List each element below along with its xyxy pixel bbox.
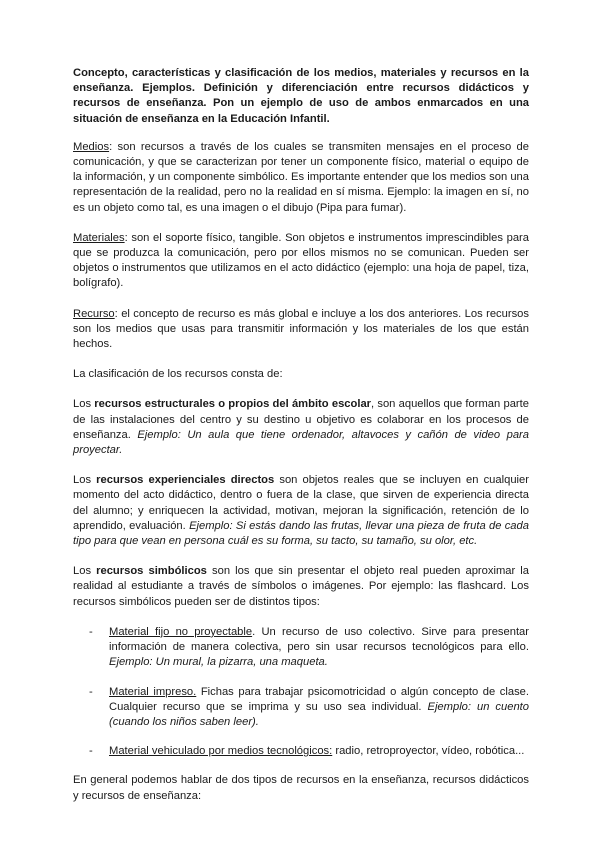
paragraph-materiales <box>73 231 529 292</box>
type-example: Ejemplo: un cuento (cuando los niños saben leer). <box>109 700 530 728</box>
type-term: Material fijo no proyectable <box>109 625 253 638</box>
example-estructurales: Ejemplo: Un aula que tiene ordenador, altavoces y cañón de video para proyectar. <box>73 428 529 457</box>
paragraph-experienciales <box>73 473 529 549</box>
classification-intro: La clasificación de los recursos consta de: <box>73 368 283 381</box>
paragraph-recurso <box>73 307 529 353</box>
term-recurso: Recurso <box>73 307 115 320</box>
definition-medios: : son recursos a través de los cuales se transmiten mensajes en el proceso de comunicación, y que se caracterizan por tener un componente físico, material o equipo de la información, y un componente simbólico. Es importante entender que los medios son una representación de la realidad, pero no la realidad en sí misma. Ejemplo: la imagen en sí, no es un objeto como tal, es una imagen o el dibujo (Pipa para fumar). <box>73 140 529 214</box>
dash-bullet: - <box>89 685 93 698</box>
text-prefix: Los <box>73 398 95 411</box>
definition-estructurales: , son aquellos que forman parte de las instalaciones del centro y su destino u objetivo es colaborar en los procesos de enseñanza. <box>73 398 529 441</box>
term-experienciales: recursos experienciales directos <box>96 474 275 487</box>
list-item <box>73 744 529 759</box>
document-title: Concepto, características y clasificación de los medios, materiales y recursos en la enseñanza. Ejemplos. Definición y diferenciación entre recursos didácticos y recursos de enseñanza. Pon un ejemplo de uso de ambos enmarcados en una situación de enseñanza en la Educación Infantil. <box>73 67 529 125</box>
text-prefix: Los <box>73 474 97 487</box>
definition-simbolicos: son los que sin presentar el objeto real pueden aproximar la realidad al estudiante a través de símbolos o imágenes. Por ejemplo: las flashcard. Los recursos simbólicos pueden ser de distintos tipos: <box>73 565 529 608</box>
type-description: radio, retroproyector, vídeo, robótica... <box>332 745 525 758</box>
term-materiales: Materiales <box>73 231 125 244</box>
type-description: Fichas para trabajar psicomotricidad o algún concepto de clase. Cualquier recurso que se imprima y su uso sea individual. <box>109 685 529 713</box>
term-simbolicos: recursos simbólicos <box>96 565 207 578</box>
list-item <box>73 625 529 671</box>
definition-materiales: : son el soporte físico, tangible. Son objetos e instrumentos imprescindibles para que se produzca la comunicación, pero por ellos mismos no se comunican. Pueden ser objetos o instrumentos que utilizamos en el acto didáctico (ejemplo: una hoja de papel, tiza, bolígrafo). <box>73 231 529 290</box>
type-term: Material vehiculado por medios tecnológicos: <box>109 745 333 758</box>
dash-bullet: - <box>89 745 93 758</box>
paragraph-simbolicos <box>73 564 529 610</box>
definition-recurso: : el concepto de recurso es más global e incluye a los dos anteriores. Los recursos son los medios que usas para transmitir información y los materiales de los que están hechos. <box>73 307 529 351</box>
term-medios: Medios <box>73 140 110 153</box>
list-item <box>73 685 529 731</box>
symbolic-types-list <box>73 625 529 759</box>
definition-experienciales: son objetos reales que se incluyen en cualquier momento del acto didáctico, dentro o fuera de la clase, que sirven de experiencia directa del alumno; y enriquecen la actividad, motivan, mejoran la significación, retención de lo aprendido, evaluación. <box>73 474 529 532</box>
example-experienciales: Ejemplo: Si estás dando las frutas, llevar una pieza de fruta de cada tipo para que vean en persona cuál es su forma, su tacto, su tamaño, su olor, etc. <box>73 519 529 548</box>
type-example: Ejemplo: Un mural, la pizarra, una maqueta. <box>109 656 328 669</box>
term-estructurales: recursos estructurales o propios del ámbito escolar <box>94 398 372 411</box>
text-prefix: Los <box>73 565 97 578</box>
paragraph-medios <box>73 140 529 216</box>
type-description: . Un recurso de uso colectivo. Sirve para presentar información de manera colectiva, pero sin usar recursos tecnológicos para ello. <box>109 625 530 654</box>
paragraph-estructurales <box>73 397 529 458</box>
dash-bullet: - <box>89 625 93 638</box>
type-term: Material impreso. <box>109 685 197 698</box>
closing-paragraph: En general podemos hablar de dos tipos de recursos en la enseñanza, recursos didácticos y recursos de enseñanza: <box>73 774 529 802</box>
